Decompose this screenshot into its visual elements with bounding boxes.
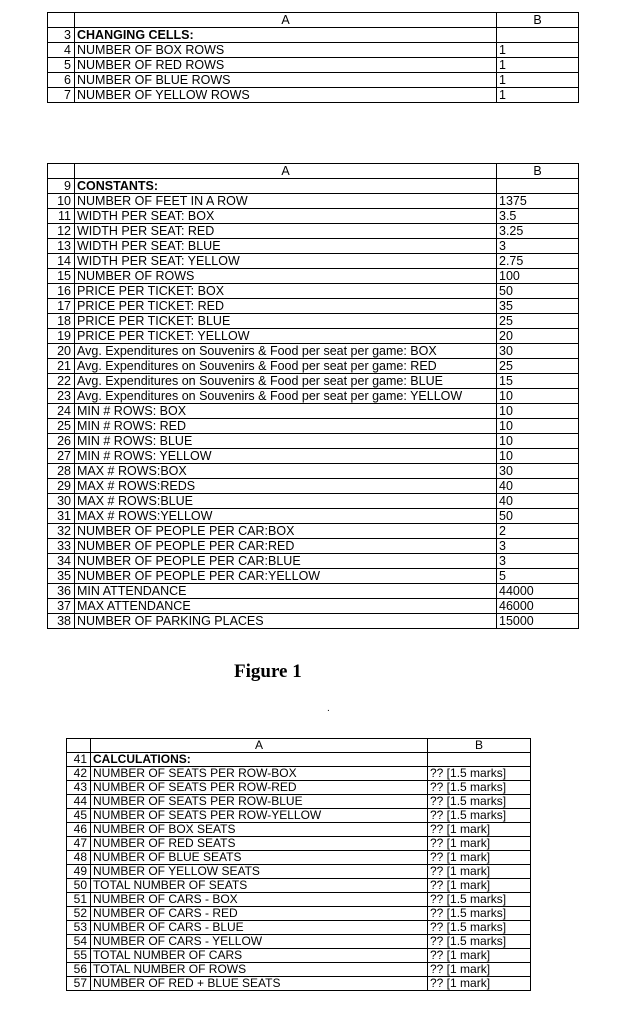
label-cell: PRICE PER TICKET: BLUE [75, 314, 497, 329]
label-cell: NUMBER OF CARS - YELLOW [91, 935, 428, 949]
row-number: 52 [67, 907, 91, 921]
table-row [48, 314, 579, 329]
label-cell: CONSTANTS: [75, 179, 497, 194]
value-cell: 46000 [497, 599, 579, 614]
table-row [48, 569, 579, 584]
label-cell: NUMBER OF FEET IN A ROW [75, 194, 497, 209]
value-cell: 3.25 [497, 224, 579, 239]
value-cell: 10 [497, 389, 579, 404]
label-cell: NUMBER OF SEATS PER ROW-BOX [91, 767, 428, 781]
label-cell: WIDTH PER SEAT: BOX [75, 209, 497, 224]
label-cell: CALCULATIONS: [91, 753, 428, 767]
table-row [67, 893, 531, 907]
label-cell: Avg. Expenditures on Souvenirs & Food per seat per game: BOX [75, 344, 497, 359]
value-cell: 10 [497, 449, 579, 464]
value-cell: 15 [497, 374, 579, 389]
value-cell: 35 [497, 299, 579, 314]
table-row [48, 509, 579, 524]
row-number: 3 [48, 28, 75, 43]
table-row [48, 88, 579, 103]
table-row [67, 809, 531, 823]
label-cell: TOTAL NUMBER OF SEATS [91, 879, 428, 893]
value-cell: ?? [1.5 marks] [428, 795, 531, 809]
table-row [67, 767, 531, 781]
figure-caption: Figure 1 [234, 661, 302, 682]
table-row [48, 434, 579, 449]
label-cell: PRICE PER TICKET: RED [75, 299, 497, 314]
table-row [48, 179, 579, 194]
table-row [48, 254, 579, 269]
row-number: 16 [48, 284, 75, 299]
table-row [48, 539, 579, 554]
table-row [48, 224, 579, 239]
value-cell: ?? [1.5 marks] [428, 893, 531, 907]
table-row [48, 524, 579, 539]
label-cell: MAX # ROWS:BOX [75, 464, 497, 479]
table-row [48, 449, 579, 464]
value-cell: ?? [1.5 marks] [428, 781, 531, 795]
row-number: 11 [48, 209, 75, 224]
table-row [48, 419, 579, 434]
row-number: 49 [67, 865, 91, 879]
row-number: 57 [67, 977, 91, 991]
value-cell: ?? [1.5 marks] [428, 767, 531, 781]
value-cell: 1 [497, 73, 579, 88]
table-row [48, 599, 579, 614]
row-number: 46 [67, 823, 91, 837]
value-cell: 10 [497, 434, 579, 449]
label-cell: NUMBER OF CARS - BLUE [91, 921, 428, 935]
constants-table [47, 163, 579, 629]
label-cell: MIN ATTENDANCE [75, 584, 497, 599]
table-row [48, 209, 579, 224]
label-cell: TOTAL NUMBER OF ROWS [91, 963, 428, 977]
row-number: 6 [48, 73, 75, 88]
label-cell: MIN # ROWS: BLUE [75, 434, 497, 449]
table-row [67, 865, 531, 879]
label-cell: NUMBER OF YELLOW SEATS [91, 865, 428, 879]
row-number: 21 [48, 359, 75, 374]
column-header-b: B [428, 739, 531, 753]
label-cell: NUMBER OF CARS - RED [91, 907, 428, 921]
value-cell: 3.5 [497, 209, 579, 224]
label-cell: NUMBER OF RED ROWS [75, 58, 497, 73]
table-row [48, 284, 579, 299]
value-cell: 44000 [497, 584, 579, 599]
table-row [48, 554, 579, 569]
label-cell: MIN # ROWS: BOX [75, 404, 497, 419]
row-number: 12 [48, 224, 75, 239]
value-cell: 1 [497, 58, 579, 73]
table-row [67, 837, 531, 851]
label-cell: NUMBER OF BLUE ROWS [75, 73, 497, 88]
corner-cell [48, 164, 75, 179]
value-cell: ?? [1 mark] [428, 865, 531, 879]
table-row [67, 795, 531, 809]
value-cell: ?? [1 mark] [428, 823, 531, 837]
label-cell: Avg. Expenditures on Souvenirs & Food per seat per game: RED [75, 359, 497, 374]
label-cell: MAX # ROWS:BLUE [75, 494, 497, 509]
label-cell: NUMBER OF PEOPLE PER CAR:RED [75, 539, 497, 554]
value-cell: ?? [1 mark] [428, 879, 531, 893]
row-number: 51 [67, 893, 91, 907]
row-number: 4 [48, 43, 75, 58]
value-cell: ?? [1 mark] [428, 851, 531, 865]
row-number: 36 [48, 584, 75, 599]
calculations-table [66, 738, 531, 991]
value-cell: 3 [497, 554, 579, 569]
row-number: 25 [48, 419, 75, 434]
label-cell: NUMBER OF BOX SEATS [91, 823, 428, 837]
table-row [48, 269, 579, 284]
row-number: 18 [48, 314, 75, 329]
value-cell: 50 [497, 284, 579, 299]
label-cell: Avg. Expenditures on Souvenirs & Food per seat per game: YELLOW [75, 389, 497, 404]
column-header-row [67, 739, 531, 753]
value-cell: 3 [497, 239, 579, 254]
label-cell: NUMBER OF SEATS PER ROW-YELLOW [91, 809, 428, 823]
changing-cells-table [47, 12, 579, 103]
value-cell: ?? [1.5 marks] [428, 907, 531, 921]
row-number: 50 [67, 879, 91, 893]
row-number: 45 [67, 809, 91, 823]
value-cell: 50 [497, 509, 579, 524]
label-cell: NUMBER OF PARKING PLACES [75, 614, 497, 629]
label-cell: NUMBER OF RED SEATS [91, 837, 428, 851]
label-cell: NUMBER OF SEATS PER ROW-BLUE [91, 795, 428, 809]
label-cell: WIDTH PER SEAT: RED [75, 224, 497, 239]
row-number: 44 [67, 795, 91, 809]
row-number: 15 [48, 269, 75, 284]
table-row [48, 239, 579, 254]
label-cell: MIN # ROWS: RED [75, 419, 497, 434]
row-number: 22 [48, 374, 75, 389]
row-number: 43 [67, 781, 91, 795]
row-number: 7 [48, 88, 75, 103]
label-cell: NUMBER OF RED + BLUE SEATS [91, 977, 428, 991]
table-row [48, 344, 579, 359]
column-header-a: A [75, 13, 497, 28]
value-cell: 20 [497, 329, 579, 344]
table-row [67, 851, 531, 865]
row-number: 48 [67, 851, 91, 865]
label-cell: NUMBER OF BLUE SEATS [91, 851, 428, 865]
table-row [48, 28, 579, 43]
label-cell: CHANGING CELLS: [75, 28, 497, 43]
value-cell: 40 [497, 479, 579, 494]
label-cell: NUMBER OF BOX ROWS [75, 43, 497, 58]
value-cell [428, 753, 531, 767]
row-number: 42 [67, 767, 91, 781]
table-row [48, 479, 579, 494]
row-number: 37 [48, 599, 75, 614]
table-row [67, 879, 531, 893]
table-row [48, 374, 579, 389]
column-header-b: B [497, 13, 579, 28]
table-row [67, 921, 531, 935]
table-row [48, 404, 579, 419]
row-number: 38 [48, 614, 75, 629]
label-cell: NUMBER OF PEOPLE PER CAR:BLUE [75, 554, 497, 569]
stray-dot: . [327, 703, 330, 714]
label-cell: WIDTH PER SEAT: YELLOW [75, 254, 497, 269]
table-row [48, 299, 579, 314]
table-row [67, 977, 531, 991]
row-number: 34 [48, 554, 75, 569]
table-row [48, 464, 579, 479]
row-number: 33 [48, 539, 75, 554]
row-number: 26 [48, 434, 75, 449]
row-number: 32 [48, 524, 75, 539]
label-cell: NUMBER OF YELLOW ROWS [75, 88, 497, 103]
column-header-a: A [91, 739, 428, 753]
row-number: 23 [48, 389, 75, 404]
row-number: 35 [48, 569, 75, 584]
value-cell: 3 [497, 539, 579, 554]
value-cell: 25 [497, 314, 579, 329]
value-cell: 15000 [497, 614, 579, 629]
row-number: 30 [48, 494, 75, 509]
table-row [48, 584, 579, 599]
row-number: 9 [48, 179, 75, 194]
row-number: 29 [48, 479, 75, 494]
value-cell: 1 [497, 88, 579, 103]
table-row [67, 823, 531, 837]
corner-cell [48, 13, 75, 28]
label-cell: NUMBER OF CARS - BOX [91, 893, 428, 907]
label-cell: NUMBER OF PEOPLE PER CAR:YELLOW [75, 569, 497, 584]
table-row [67, 935, 531, 949]
table-row [48, 329, 579, 344]
row-number: 41 [67, 753, 91, 767]
row-number: 27 [48, 449, 75, 464]
value-cell: 1 [497, 43, 579, 58]
value-cell: ?? [1.5 marks] [428, 935, 531, 949]
row-number: 17 [48, 299, 75, 314]
label-cell: NUMBER OF ROWS [75, 269, 497, 284]
value-cell [497, 28, 579, 43]
value-cell: 1375 [497, 194, 579, 209]
label-cell: TOTAL NUMBER OF CARS [91, 949, 428, 963]
row-number: 10 [48, 194, 75, 209]
label-cell: PRICE PER TICKET: BOX [75, 284, 497, 299]
table-row [48, 43, 579, 58]
value-cell: ?? [1 mark] [428, 963, 531, 977]
value-cell: 2 [497, 524, 579, 539]
table-row [48, 614, 579, 629]
label-cell: MAX ATTENDANCE [75, 599, 497, 614]
column-header-b: B [497, 164, 579, 179]
value-cell: 40 [497, 494, 579, 509]
row-number: 54 [67, 935, 91, 949]
label-cell: WIDTH PER SEAT: BLUE [75, 239, 497, 254]
label-cell: Avg. Expenditures on Souvenirs & Food per seat per game: BLUE [75, 374, 497, 389]
label-cell: PRICE PER TICKET: YELLOW [75, 329, 497, 344]
table-row [67, 949, 531, 963]
value-cell: 2.75 [497, 254, 579, 269]
row-number: 24 [48, 404, 75, 419]
table-row [67, 753, 531, 767]
row-number: 14 [48, 254, 75, 269]
row-number: 19 [48, 329, 75, 344]
value-cell: 10 [497, 404, 579, 419]
table-row [67, 963, 531, 977]
table-row [48, 494, 579, 509]
row-number: 53 [67, 921, 91, 935]
label-cell: MAX # ROWS:REDS [75, 479, 497, 494]
table-row [67, 907, 531, 921]
label-cell: NUMBER OF PEOPLE PER CAR:BOX [75, 524, 497, 539]
label-cell: MIN # ROWS: YELLOW [75, 449, 497, 464]
value-cell: ?? [1 mark] [428, 977, 531, 991]
value-cell: 100 [497, 269, 579, 284]
value-cell: 25 [497, 359, 579, 374]
row-number: 47 [67, 837, 91, 851]
value-cell: ?? [1 mark] [428, 949, 531, 963]
row-number: 5 [48, 58, 75, 73]
row-number: 13 [48, 239, 75, 254]
label-cell: MAX # ROWS:YELLOW [75, 509, 497, 524]
row-number: 20 [48, 344, 75, 359]
row-number: 56 [67, 963, 91, 977]
table-row [48, 73, 579, 88]
value-cell: 10 [497, 419, 579, 434]
table-row [67, 781, 531, 795]
value-cell: ?? [1 mark] [428, 837, 531, 851]
table-row [48, 389, 579, 404]
table-row [48, 359, 579, 374]
value-cell: 30 [497, 464, 579, 479]
value-cell [497, 179, 579, 194]
value-cell: 30 [497, 344, 579, 359]
table-row [48, 58, 579, 73]
corner-cell [67, 739, 91, 753]
table-row [48, 194, 579, 209]
value-cell: ?? [1.5 marks] [428, 921, 531, 935]
value-cell: 5 [497, 569, 579, 584]
label-cell: NUMBER OF SEATS PER ROW-RED [91, 781, 428, 795]
row-number: 31 [48, 509, 75, 524]
row-number: 55 [67, 949, 91, 963]
column-header-a: A [75, 164, 497, 179]
column-header-row [48, 164, 579, 179]
column-header-row [48, 13, 579, 28]
value-cell: ?? [1.5 marks] [428, 809, 531, 823]
row-number: 28 [48, 464, 75, 479]
